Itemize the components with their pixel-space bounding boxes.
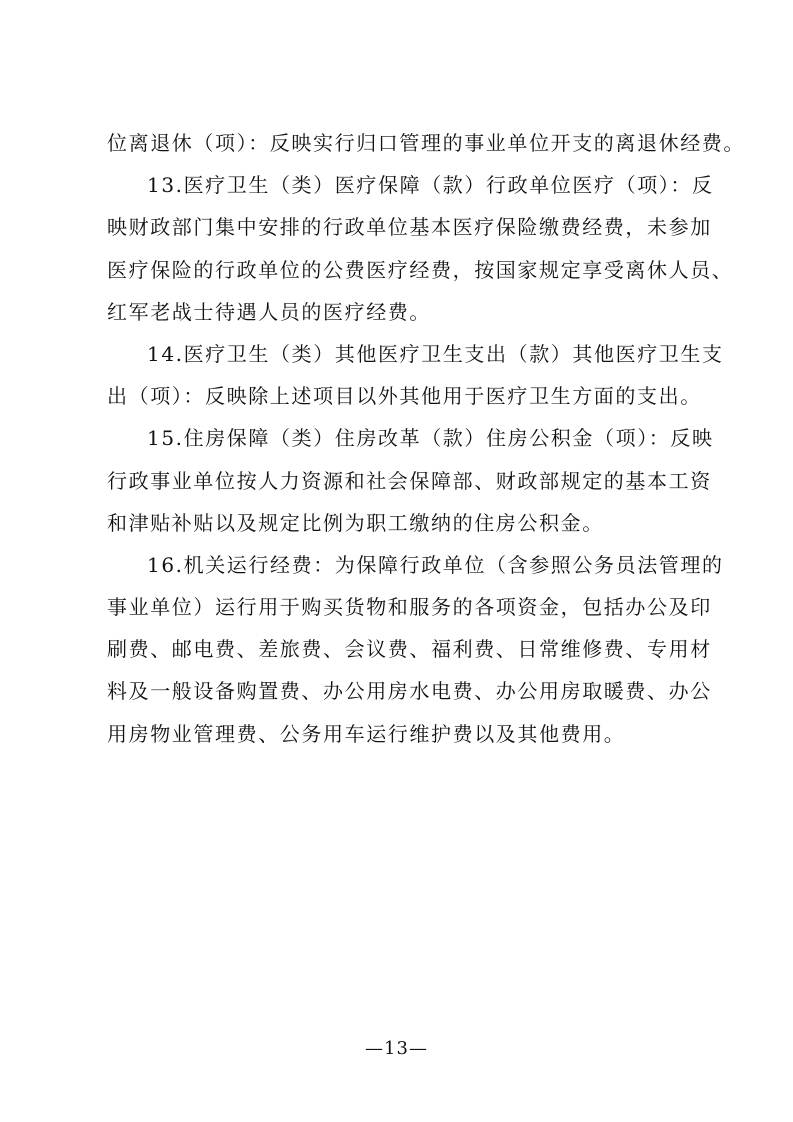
text-line-2: 13.医疗卫生（类）医疗保障（款）行政单位医疗（项）：反 — [147, 173, 714, 198]
text-line-14: 料及一般设备购置费、办公用房水电费、办公用房取暖费、办公 — [107, 679, 712, 704]
text-line-7: 出（项）：反映除上述项目以外其他用于医疗卫生方面的支出。 — [107, 384, 702, 409]
text-line-10: 和津贴补贴以及规定比例为职工缴纳的住房公积金。 — [107, 510, 604, 535]
text-line-4: 医疗保险的行政单位的公费医疗经费，按国家规定享受离休人员、 — [107, 257, 734, 282]
text-line-9: 行政事业单位按人力资源和社会保障部、财政部规定的基本工资 — [107, 468, 712, 493]
text-line-12: 事业单位）运行用于购买货物和服务的各项资金，包括办公及印 — [107, 595, 712, 620]
text-line-8: 15.住房保障（类）住房改革（款）住房公积金（项）：反映 — [147, 426, 714, 451]
text-line-1: 位离退休（项）：反映实行归口管理的事业单位开支的离退休经费。 — [107, 131, 745, 155]
text-line-3: 映财政部门集中安排的行政单位基本医疗保险缴费经费，未参加 — [107, 215, 712, 240]
text-line-6: 14.医疗卫生（类）其他医疗卫生支出（款）其他医疗卫生支 — [147, 341, 724, 366]
page-number: —13— — [365, 1038, 428, 1059]
text-line-15: 用房物业管理费、公务用车运行维护费以及其他费用。 — [107, 721, 626, 746]
text-line-11: 16.机关运行经费：为保障行政单位（含参照公务员法管理的 — [147, 552, 724, 577]
body-text — [107, 122, 745, 755]
text-line-5: 红军老战士待遇人员的医疗经费。 — [107, 299, 431, 324]
text-line-13: 刷费、邮电费、差旅费、会议费、福利费、日常维修费、专用材 — [107, 637, 712, 662]
